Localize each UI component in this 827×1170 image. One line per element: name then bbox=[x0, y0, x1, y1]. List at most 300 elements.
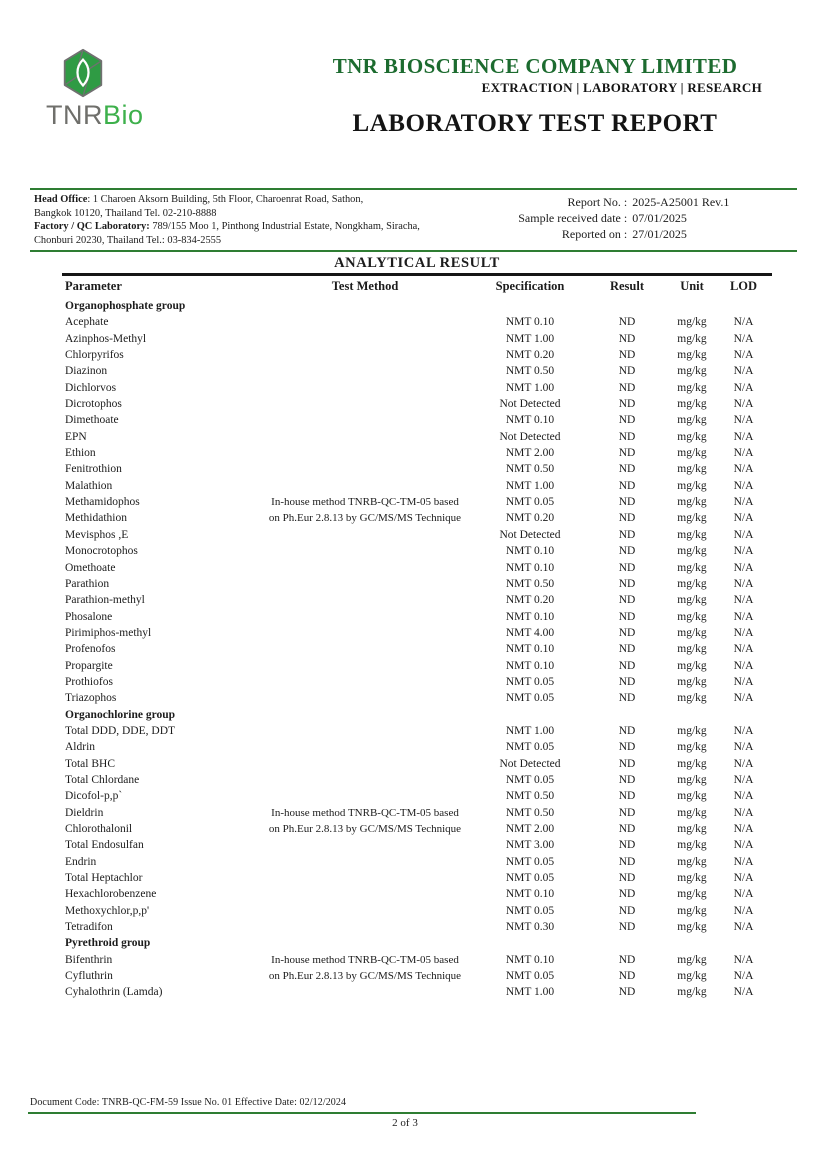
table-row bbox=[62, 412, 772, 428]
table-row bbox=[62, 723, 772, 739]
specification-cell: Not Detected bbox=[499, 398, 561, 411]
test-method-cell: In-house method TNRB-QC-TM-05 based bbox=[271, 953, 459, 966]
result-cell: ND bbox=[618, 594, 636, 607]
result-cell: ND bbox=[618, 447, 636, 460]
factory-line1: Factory / QC Laboratory: 789/155 Moo 1, Pinthong Industrial Estate, Nongkham, Siracha, bbox=[34, 221, 420, 232]
lod-cell: N/A bbox=[733, 626, 754, 639]
lod-cell: N/A bbox=[733, 398, 754, 411]
result-cell: ND bbox=[618, 414, 636, 427]
specification-cell: NMT 0.05 bbox=[505, 692, 555, 705]
specification-cell: NMT 0.50 bbox=[505, 806, 555, 819]
specification-cell: NMT 0.50 bbox=[505, 463, 555, 476]
lod-cell: N/A bbox=[733, 365, 754, 378]
lod-cell: N/A bbox=[733, 430, 754, 443]
header-cell-result: Result bbox=[609, 279, 645, 293]
specification-cell: NMT 3.00 bbox=[505, 839, 555, 852]
parameter-cell: Dicofol-p,p` bbox=[65, 790, 123, 803]
group-label: Organophosphate group bbox=[65, 300, 186, 312]
specification-cell: NMT 0.05 bbox=[505, 773, 555, 786]
specification-cell: NMT 0.30 bbox=[505, 921, 555, 934]
unit-cell: mg/kg bbox=[677, 577, 707, 590]
table-row bbox=[62, 396, 772, 412]
parameter-cell: Monocrotophos bbox=[65, 545, 138, 558]
lod-cell: N/A bbox=[733, 479, 754, 492]
company-logo bbox=[46, 48, 166, 131]
specification-cell: NMT 0.10 bbox=[505, 659, 555, 672]
header-cell-lod: LOD bbox=[729, 279, 758, 293]
specification-cell: NMT 1.00 bbox=[505, 724, 555, 737]
header-cell-unit: Unit bbox=[680, 279, 704, 293]
test-method-cell bbox=[255, 837, 475, 853]
result-cell: ND bbox=[618, 463, 636, 476]
specification-cell: NMT 0.20 bbox=[505, 594, 555, 607]
specification-cell: NMT 0.10 bbox=[505, 561, 555, 574]
result-cell: ND bbox=[618, 577, 636, 590]
result-cell: ND bbox=[618, 316, 636, 329]
lod-cell: N/A bbox=[733, 921, 754, 934]
unit-cell: mg/kg bbox=[677, 512, 707, 525]
report-header bbox=[300, 54, 770, 138]
table-row bbox=[62, 952, 772, 968]
parameter-cell: Total Chlordane bbox=[65, 773, 140, 786]
result-cell: ND bbox=[618, 659, 636, 672]
unit-cell: mg/kg bbox=[677, 970, 707, 983]
results-table-body bbox=[62, 298, 772, 1001]
parameter-cell: Dieldrin bbox=[65, 806, 104, 819]
parameter-cell: Total Heptachlor bbox=[65, 872, 143, 885]
result-cell: ND bbox=[618, 398, 636, 411]
test-method-cell bbox=[255, 461, 475, 477]
table-row bbox=[62, 363, 772, 379]
unit-cell: mg/kg bbox=[677, 904, 707, 917]
section-title: ANALYTICAL RESULT bbox=[334, 255, 500, 271]
result-cell: ND bbox=[618, 872, 636, 885]
document-code: Document Code: TNRB-QC-FM-59 Issue No. 01 Effective Date: 02/12/2024 bbox=[30, 1097, 347, 1108]
result-cell: ND bbox=[618, 904, 636, 917]
result-cell: ND bbox=[618, 773, 636, 786]
table-row bbox=[62, 821, 772, 837]
lod-cell: N/A bbox=[733, 545, 754, 558]
unit-cell: mg/kg bbox=[677, 839, 707, 852]
test-method-cell bbox=[255, 658, 475, 674]
unit-cell: mg/kg bbox=[677, 757, 707, 770]
table-row bbox=[62, 527, 772, 543]
specification-cell: NMT 2.00 bbox=[505, 447, 555, 460]
lod-cell: N/A bbox=[733, 741, 754, 754]
parameter-cell: Bifenthrin bbox=[65, 953, 113, 966]
result-cell: ND bbox=[618, 823, 636, 835]
unit-cell: mg/kg bbox=[677, 921, 707, 934]
specification-cell: NMT 0.05 bbox=[505, 872, 555, 885]
lod-cell: N/A bbox=[733, 855, 754, 868]
parameter-cell: Phosalone bbox=[65, 610, 113, 623]
parameter-cell: Prothiofos bbox=[65, 675, 113, 688]
parameter-cell: Omethoate bbox=[65, 561, 116, 574]
head-office-line1: Head Office: 1 Charoen Aksorn Building, 5th Floor, Charoenrat Road, Sathon, bbox=[34, 194, 364, 205]
test-method-cell bbox=[255, 690, 475, 706]
table-row bbox=[62, 756, 772, 772]
unit-cell: mg/kg bbox=[677, 872, 707, 885]
test-method-cell bbox=[255, 772, 475, 788]
report-no-label: Report No. : bbox=[567, 195, 628, 209]
specification-cell: NMT 0.50 bbox=[505, 790, 555, 803]
test-method-cell bbox=[255, 560, 475, 576]
parameter-cell: Mevisphos ,E bbox=[65, 528, 129, 541]
table-row bbox=[62, 576, 772, 592]
result-cell: ND bbox=[618, 921, 636, 934]
table-group-row bbox=[62, 935, 772, 951]
page-number: 2 of 3 bbox=[392, 1117, 418, 1129]
parameter-cell: Triazophos bbox=[65, 692, 117, 705]
parameter-cell: Chlorothalonil bbox=[65, 823, 133, 835]
lod-cell: N/A bbox=[733, 970, 754, 983]
specification-cell: NMT 0.05 bbox=[505, 904, 555, 917]
parameter-cell: Endrin bbox=[65, 855, 97, 868]
test-method-cell bbox=[255, 723, 475, 739]
specification-cell: NMT 0.20 bbox=[505, 349, 555, 362]
specification-cell: NMT 4.00 bbox=[505, 626, 555, 639]
result-cell: ND bbox=[618, 430, 636, 443]
reported-on-value: 27/01/2025 bbox=[632, 227, 687, 241]
reported-on-label: Reported on : bbox=[561, 227, 628, 241]
result-cell: ND bbox=[618, 757, 636, 770]
parameter-cell: Cyhalothrin (Lamda) bbox=[65, 986, 163, 999]
test-method-cell bbox=[255, 870, 475, 886]
unit-cell: mg/kg bbox=[677, 316, 707, 329]
test-method-cell bbox=[255, 331, 475, 347]
table-row bbox=[62, 609, 772, 625]
unit-cell: mg/kg bbox=[677, 414, 707, 427]
parameter-cell: Hexachlorobenzene bbox=[65, 888, 157, 901]
result-cell: ND bbox=[618, 790, 636, 803]
unit-cell: mg/kg bbox=[677, 332, 707, 345]
office-address bbox=[30, 193, 467, 247]
table-row bbox=[62, 445, 772, 461]
lod-cell: N/A bbox=[733, 806, 754, 819]
table-row bbox=[62, 331, 772, 347]
info-band bbox=[30, 188, 797, 252]
unit-cell: mg/kg bbox=[677, 610, 707, 623]
result-cell: ND bbox=[618, 839, 636, 852]
table-row bbox=[62, 625, 772, 641]
lod-cell: N/A bbox=[733, 904, 754, 917]
result-cell: ND bbox=[618, 692, 636, 705]
unit-cell: mg/kg bbox=[677, 692, 707, 705]
unit-cell: mg/kg bbox=[677, 643, 707, 656]
unit-cell: mg/kg bbox=[677, 545, 707, 558]
header-cell-test-method: Test Method bbox=[331, 279, 399, 293]
lod-cell: N/A bbox=[733, 643, 754, 656]
result-cell: ND bbox=[618, 332, 636, 345]
test-method-cell bbox=[255, 674, 475, 690]
specification-cell: NMT 0.10 bbox=[505, 414, 555, 427]
result-cell: ND bbox=[618, 512, 636, 525]
parameter-cell: Dimethoate bbox=[65, 414, 119, 427]
unit-cell: mg/kg bbox=[677, 430, 707, 443]
test-method-cell bbox=[255, 984, 475, 1000]
specification-cell: NMT 1.00 bbox=[505, 381, 555, 394]
specification-cell: NMT 0.10 bbox=[505, 953, 555, 966]
table-row bbox=[62, 380, 772, 396]
test-method-cell bbox=[255, 478, 475, 494]
table-row bbox=[62, 788, 772, 804]
test-method-cell bbox=[255, 903, 475, 919]
table-row bbox=[62, 478, 772, 494]
result-cell: ND bbox=[618, 561, 636, 574]
test-method-cell bbox=[255, 396, 475, 412]
table-row bbox=[62, 347, 772, 363]
specification-cell: NMT 0.05 bbox=[505, 496, 555, 509]
parameter-cell: Azinphos-Methyl bbox=[65, 332, 147, 345]
specification-cell: NMT 0.10 bbox=[505, 643, 555, 656]
table-group-row bbox=[62, 707, 772, 723]
lod-cell: N/A bbox=[733, 414, 754, 427]
table-row bbox=[62, 510, 772, 526]
logo-text-bio: Bio bbox=[103, 100, 144, 130]
hexagon-leaf-icon bbox=[60, 48, 106, 98]
specification-cell: NMT 0.05 bbox=[505, 970, 555, 983]
parameter-cell: Dichlorvos bbox=[65, 381, 117, 394]
unit-cell: mg/kg bbox=[677, 888, 707, 901]
analytical-result-section bbox=[62, 255, 772, 1001]
test-method-cell: on Ph.Eur 2.8.13 by GC/MS/MS Technique bbox=[268, 970, 462, 983]
lod-cell: N/A bbox=[733, 610, 754, 623]
unit-cell: mg/kg bbox=[677, 953, 707, 966]
result-cell: ND bbox=[618, 855, 636, 868]
test-method-cell bbox=[255, 592, 475, 608]
test-method-cell bbox=[255, 314, 475, 330]
result-cell: ND bbox=[618, 528, 636, 541]
unit-cell: mg/kg bbox=[677, 447, 707, 460]
table-row bbox=[62, 674, 772, 690]
unit-cell: mg/kg bbox=[677, 398, 707, 411]
lod-cell: N/A bbox=[733, 757, 754, 770]
test-method-cell bbox=[255, 854, 475, 870]
specification-cell: NMT 1.00 bbox=[505, 479, 555, 492]
test-method-cell bbox=[255, 886, 475, 902]
specification-cell: NMT 1.00 bbox=[505, 986, 555, 999]
lod-cell: N/A bbox=[733, 561, 754, 574]
unit-cell: mg/kg bbox=[677, 724, 707, 737]
parameter-cell: Ethion bbox=[65, 447, 96, 460]
company-name: TNR BIOSCIENCE COMPANY LIMITED bbox=[332, 54, 738, 78]
table-row bbox=[62, 886, 772, 902]
specification-cell: NMT 0.05 bbox=[505, 675, 555, 688]
parameter-cell: EPN bbox=[65, 430, 87, 443]
lod-cell: N/A bbox=[733, 381, 754, 394]
parameter-cell: Tetradifon bbox=[65, 921, 113, 934]
parameter-cell: Aldrin bbox=[65, 741, 96, 754]
result-cell: ND bbox=[618, 970, 636, 983]
test-method-cell bbox=[255, 576, 475, 592]
specification-cell: NMT 1.00 bbox=[505, 332, 555, 345]
lod-cell: N/A bbox=[733, 872, 754, 885]
parameter-cell: Malathion bbox=[65, 479, 113, 492]
parameter-cell: Chlorpyrifos bbox=[65, 349, 124, 362]
unit-cell: mg/kg bbox=[677, 365, 707, 378]
unit-cell: mg/kg bbox=[677, 659, 707, 672]
table-row bbox=[62, 903, 772, 919]
parameter-cell: Parathion-methyl bbox=[65, 594, 145, 607]
result-cell: ND bbox=[618, 888, 636, 901]
group-label: Organochlorine group bbox=[65, 708, 176, 721]
unit-cell: mg/kg bbox=[677, 741, 707, 754]
test-method-cell: In-house method TNRB-QC-TM-05 based bbox=[271, 496, 459, 509]
table-row bbox=[62, 592, 772, 608]
table-row bbox=[62, 543, 772, 559]
unit-cell: mg/kg bbox=[677, 528, 707, 541]
lod-cell: N/A bbox=[733, 512, 754, 525]
report-no-value: 2025-A25001 Rev.1 bbox=[632, 195, 730, 209]
lod-cell: N/A bbox=[733, 332, 754, 345]
test-method-cell: on Ph.Eur 2.8.13 by GC/MS/MS Technique bbox=[268, 512, 462, 525]
specification-cell: NMT 2.00 bbox=[505, 823, 555, 835]
unit-cell: mg/kg bbox=[677, 823, 707, 835]
table-row bbox=[62, 658, 772, 674]
lod-cell: N/A bbox=[733, 773, 754, 786]
parameter-cell: Parathion bbox=[65, 577, 110, 590]
specification-cell: NMT 0.05 bbox=[505, 855, 555, 868]
table-row bbox=[62, 919, 772, 935]
lod-cell: N/A bbox=[733, 724, 754, 737]
result-cell: ND bbox=[618, 365, 636, 378]
lod-cell: N/A bbox=[733, 349, 754, 362]
result-cell: ND bbox=[618, 986, 636, 999]
specification-cell: NMT 0.10 bbox=[505, 888, 555, 901]
result-cell: ND bbox=[618, 643, 636, 656]
result-cell: ND bbox=[618, 349, 636, 362]
table-row bbox=[62, 314, 772, 330]
lod-cell: N/A bbox=[733, 953, 754, 966]
parameter-cell: Fenitrothion bbox=[65, 463, 122, 476]
sample-received-value: 07/01/2025 bbox=[632, 211, 687, 225]
test-method-cell bbox=[255, 625, 475, 641]
lod-cell: N/A bbox=[733, 447, 754, 460]
header-cell-parameter: Parameter bbox=[65, 279, 122, 293]
parameter-cell: Methoxychlor,p,p' bbox=[65, 904, 150, 917]
parameter-cell: Methidathion bbox=[65, 512, 127, 525]
test-method-cell bbox=[255, 739, 475, 755]
lod-cell: N/A bbox=[733, 463, 754, 476]
unit-cell: mg/kg bbox=[677, 790, 707, 803]
parameter-cell: Total Endosulfan bbox=[65, 839, 144, 852]
specification-cell: NMT 0.20 bbox=[505, 512, 555, 525]
table-row bbox=[62, 968, 772, 984]
table-row bbox=[62, 772, 772, 788]
lod-cell: N/A bbox=[733, 316, 754, 329]
result-cell: ND bbox=[618, 806, 636, 819]
results-table-header bbox=[62, 276, 772, 298]
test-method-cell bbox=[255, 641, 475, 657]
table-group-row bbox=[62, 298, 772, 314]
parameter-cell: Total DDD, DDE, DDT bbox=[65, 724, 176, 737]
lod-cell: N/A bbox=[733, 790, 754, 803]
parameter-cell: Pirimiphos-methyl bbox=[65, 626, 152, 639]
specification-cell: Not Detected bbox=[499, 757, 561, 770]
result-cell: ND bbox=[618, 545, 636, 558]
unit-cell: mg/kg bbox=[677, 463, 707, 476]
test-method-cell bbox=[255, 756, 475, 772]
result-cell: ND bbox=[618, 479, 636, 492]
table-row bbox=[62, 984, 772, 1000]
specification-cell: Not Detected bbox=[499, 430, 561, 443]
header-cell-specification: Specification bbox=[495, 279, 565, 293]
lod-cell: N/A bbox=[733, 986, 754, 999]
table-row bbox=[62, 854, 772, 870]
result-cell: ND bbox=[618, 953, 636, 966]
test-method-cell bbox=[255, 412, 475, 428]
test-method-cell: on Ph.Eur 2.8.13 by GC/MS/MS Technique bbox=[268, 823, 462, 835]
unit-cell: mg/kg bbox=[677, 479, 707, 492]
table-row bbox=[62, 870, 772, 886]
lod-cell: N/A bbox=[733, 496, 754, 509]
test-method-cell bbox=[255, 609, 475, 625]
result-cell: ND bbox=[618, 724, 636, 737]
parameter-cell: Total BHC bbox=[65, 757, 115, 770]
unit-cell: mg/kg bbox=[677, 381, 707, 394]
result-cell: ND bbox=[618, 675, 636, 688]
page-title: LABORATORY TEST REPORT bbox=[352, 110, 718, 137]
factory-line2: Chonburi 20230, Thailand Tel.: 03-834-2555 bbox=[34, 234, 222, 246]
test-method-cell bbox=[255, 429, 475, 445]
parameter-cell: Methamidophos bbox=[65, 496, 140, 509]
table-row bbox=[62, 805, 772, 821]
test-method-cell bbox=[255, 543, 475, 559]
head-office-line2: Bangkok 10120, Thailand Tel. 02-210-8888 bbox=[34, 207, 217, 219]
table-row bbox=[62, 560, 772, 576]
parameter-cell: Propargite bbox=[65, 659, 113, 672]
group-label: Pyrethroid group bbox=[65, 937, 151, 950]
result-cell: ND bbox=[618, 496, 636, 509]
unit-cell: mg/kg bbox=[677, 496, 707, 509]
unit-cell: mg/kg bbox=[677, 561, 707, 574]
lod-cell: N/A bbox=[733, 888, 754, 901]
unit-cell: mg/kg bbox=[677, 986, 707, 999]
unit-cell: mg/kg bbox=[677, 626, 707, 639]
table-row bbox=[62, 461, 772, 477]
result-cell: ND bbox=[618, 626, 636, 639]
test-method-cell bbox=[255, 347, 475, 363]
logo-wordmark bbox=[46, 100, 166, 131]
specification-cell: NMT 0.50 bbox=[505, 577, 555, 590]
table-row bbox=[62, 429, 772, 445]
lod-cell: N/A bbox=[733, 659, 754, 672]
table-row bbox=[62, 690, 772, 706]
unit-cell: mg/kg bbox=[677, 594, 707, 607]
specification-cell: NMT 0.10 bbox=[505, 610, 555, 623]
lod-cell: N/A bbox=[733, 528, 754, 541]
lod-cell: N/A bbox=[733, 692, 754, 705]
parameter-cell: Diazinon bbox=[65, 365, 108, 378]
table-row bbox=[62, 641, 772, 657]
test-method-cell bbox=[255, 919, 475, 935]
parameter-cell: Acephate bbox=[65, 316, 109, 329]
lod-cell: N/A bbox=[733, 839, 754, 852]
specification-cell: NMT 0.05 bbox=[505, 741, 555, 754]
test-method-cell: In-house method TNRB-QC-TM-05 based bbox=[271, 806, 459, 819]
unit-cell: mg/kg bbox=[677, 855, 707, 868]
unit-cell: mg/kg bbox=[677, 806, 707, 819]
lod-cell: N/A bbox=[733, 823, 754, 835]
lod-cell: N/A bbox=[733, 594, 754, 607]
unit-cell: mg/kg bbox=[677, 349, 707, 362]
table-row bbox=[62, 494, 772, 510]
test-method-cell bbox=[255, 445, 475, 461]
specification-cell: NMT 0.50 bbox=[505, 365, 555, 378]
result-cell: ND bbox=[618, 741, 636, 754]
footer-divider bbox=[28, 1112, 696, 1114]
test-method-cell bbox=[255, 380, 475, 396]
